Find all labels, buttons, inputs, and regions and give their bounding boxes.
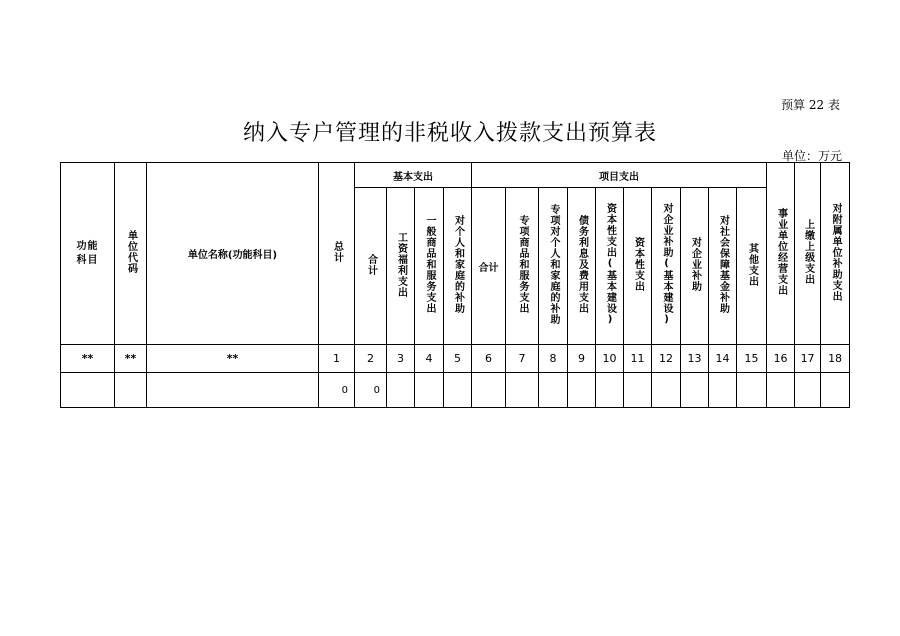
budget-table — [60, 162, 850, 408]
table-cell: 14 — [709, 345, 737, 373]
header-project-capital-basic: 资本性支出(基本建设) — [596, 188, 624, 345]
table-number-tag: 预算 22 表 — [781, 98, 840, 112]
header-project-sum: 合计 — [472, 188, 506, 345]
header-project: 项目支出 — [472, 163, 767, 188]
header-project-personal: 专项对个人和家庭的补助 — [539, 188, 568, 345]
table-cell — [624, 373, 652, 408]
page-title: 纳入专户管理的非税收入拨款支出预算表 — [242, 121, 657, 146]
table-cell: 18 — [821, 345, 850, 373]
header-project-social-security: 对社会保障基金补助 — [709, 188, 737, 345]
table-cell — [61, 373, 115, 408]
table-cell — [596, 373, 624, 408]
table-cell — [767, 373, 795, 408]
table-cell — [539, 373, 568, 408]
table-cell — [506, 373, 539, 408]
header-affil: 对附属单位补助支出 — [821, 163, 850, 345]
header-upper: 上缴上级支出 — [795, 163, 821, 345]
header-basic-wage: 工资福利支出 — [387, 188, 415, 345]
table-cell: 6 — [472, 345, 506, 373]
table-cell — [444, 373, 472, 408]
header-unit-name: 单位名称(功能科目) — [147, 163, 319, 345]
table-cell — [115, 373, 147, 408]
table-cell: 11 — [624, 345, 652, 373]
table-cell: 7 — [506, 345, 539, 373]
table-cell — [737, 373, 767, 408]
table-cell: 4 — [415, 345, 444, 373]
table-cell: ** — [61, 345, 115, 373]
table-cell: ** — [147, 345, 319, 373]
table-cell: 5 — [444, 345, 472, 373]
table-cell: 1 — [319, 345, 355, 373]
table-cell: 16 — [767, 345, 795, 373]
table-cell: 9 — [568, 345, 596, 373]
table-cell — [568, 373, 596, 408]
header-project-other: 其他支出 — [737, 188, 767, 345]
header-basic: 基本支出 — [355, 163, 472, 188]
header-project-capital: 资本性支出 — [624, 188, 652, 345]
header-basic-goods: 一般商品和服务支出 — [415, 188, 444, 345]
header-project-enterprise-basic: 对企业补助(基本建设) — [652, 188, 681, 345]
table-cell: 12 — [652, 345, 681, 373]
header-project-goods: 专项商品和服务支出 — [506, 188, 539, 345]
unit-label: 单位：万元 — [781, 149, 842, 163]
table-cell: 3 — [387, 345, 415, 373]
header-project-enterprise: 对企业补助 — [681, 188, 709, 345]
table-cell — [709, 373, 737, 408]
table-cell: 13 — [681, 345, 709, 373]
table-cell: 8 — [539, 345, 568, 373]
header-project-debt: 债务利息及费用支出 — [568, 188, 596, 345]
table-cell: 0 — [355, 373, 387, 408]
header-biz: 事业单位经营支出 — [767, 163, 795, 345]
table-cell — [472, 373, 506, 408]
header-func-subject: 功能科目 — [61, 163, 115, 345]
header-basic-personal: 对个人和家庭的补助 — [444, 188, 472, 345]
table-cell — [147, 373, 319, 408]
table-cell — [681, 373, 709, 408]
table-cell: 0 — [319, 373, 355, 408]
table-row — [61, 373, 850, 408]
header-total: 总计 — [319, 163, 355, 345]
header-unit-code: 单位代码 — [115, 163, 147, 345]
table-cell: 15 — [737, 345, 767, 373]
table-cell — [387, 373, 415, 408]
header-basic-sum: 合计 — [355, 188, 387, 345]
table-cell: 17 — [795, 345, 821, 373]
table-row — [61, 345, 850, 373]
table-cell: 2 — [355, 345, 387, 373]
table-cell — [821, 373, 850, 408]
table-cell — [795, 373, 821, 408]
table-cell: 10 — [596, 345, 624, 373]
table-cell: ** — [115, 345, 147, 373]
table-cell — [415, 373, 444, 408]
table-cell — [652, 373, 681, 408]
